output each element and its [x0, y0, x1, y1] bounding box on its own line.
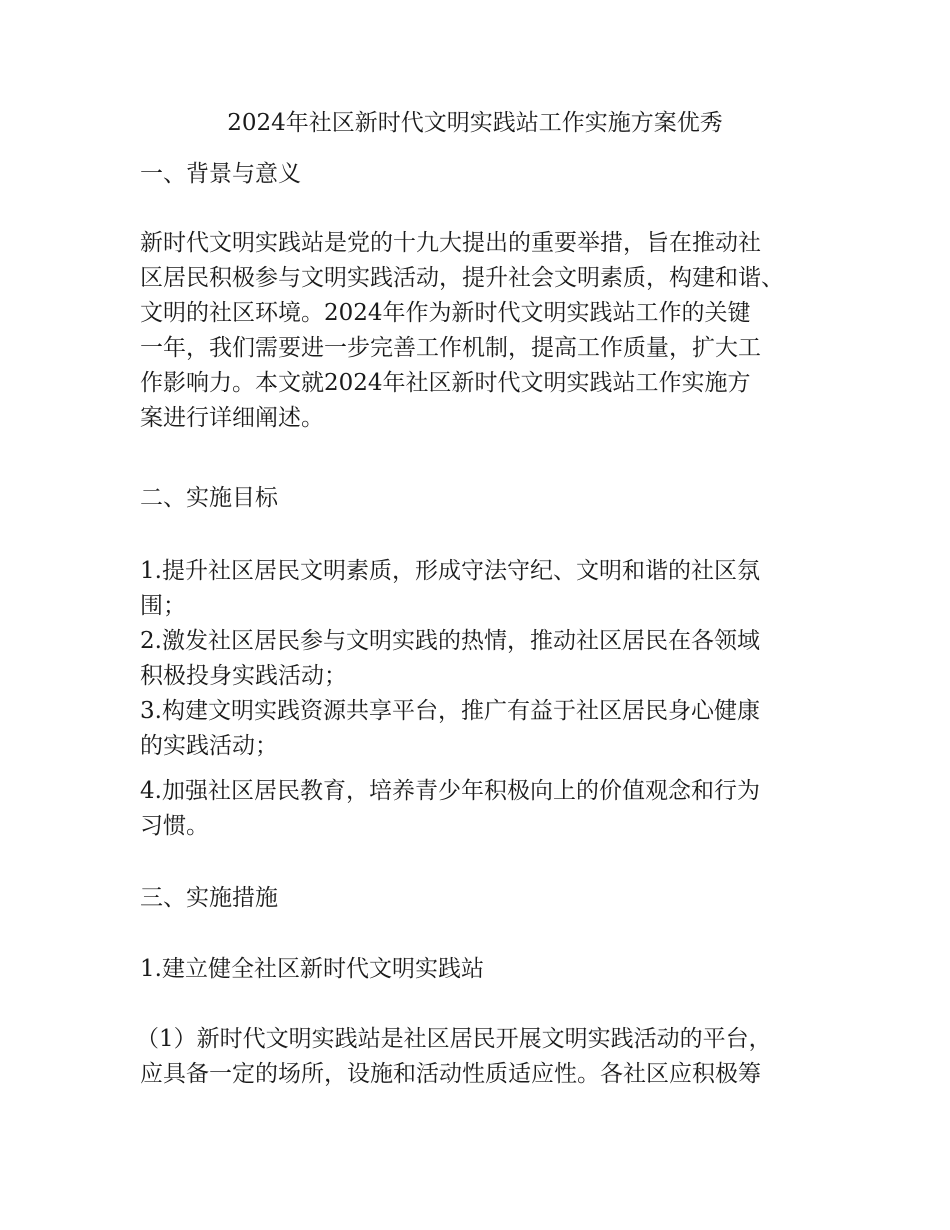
list-item-line: 2.激发社区居民参与文明实践的热情，推动社区居民在各领域 [140, 628, 760, 654]
paragraph-line: 区居民积极参与文明实践活动，提升社会文明素质，构建和谐、 [140, 265, 784, 291]
paragraph-line: 案进行详细阐述。 [140, 405, 324, 431]
section-heading-goals: 二、实施目标 [140, 485, 278, 511]
section-heading-background: 一、背景与意义 [140, 161, 301, 187]
list-item-line: 4.加强社区居民教育，培养青少年积极向上的价值观念和行为 [140, 778, 760, 804]
paragraph-line: 一年，我们需要进一步完善工作机制，提高工作质量，扩大工 [140, 335, 761, 361]
list-item-line: 1.提升社区居民文明素质，形成守法守纪、文明和谐的社区氛 [140, 558, 760, 584]
list-item-line: 的实践活动； [140, 733, 278, 759]
list-item-line: 围； [140, 593, 186, 619]
list-item-line: 习惯。 [140, 813, 209, 839]
list-item-line: 积极投身实践活动； [140, 663, 347, 689]
paragraph-line: 新时代文明实践站是党的十九大提出的重要举措，旨在推动社 [140, 230, 761, 256]
paragraph-line: 文明的社区环境。2024年作为新时代文明实践站工作的关键 [140, 300, 751, 326]
section-heading-measures: 三、实施措施 [140, 885, 278, 911]
paragraph-line: （1）新时代文明实践站是社区居民开展文明实践活动的平台， [136, 1026, 772, 1052]
paragraph-line: 作影响力。本文就2024年社区新时代文明实践站工作实施方 [140, 370, 751, 396]
list-item-line: 3.构建文明实践资源共享平台，推广有益于社区居民身心健康 [140, 698, 760, 724]
paragraph-line: 应具备一定的场所，设施和活动性质适应性。各社区应积极筹 [140, 1061, 761, 1087]
document-title: 2024年社区新时代文明实践站工作实施方案优秀 [227, 110, 723, 136]
subsection-heading: 1.建立健全社区新时代文明实践站 [140, 956, 484, 982]
